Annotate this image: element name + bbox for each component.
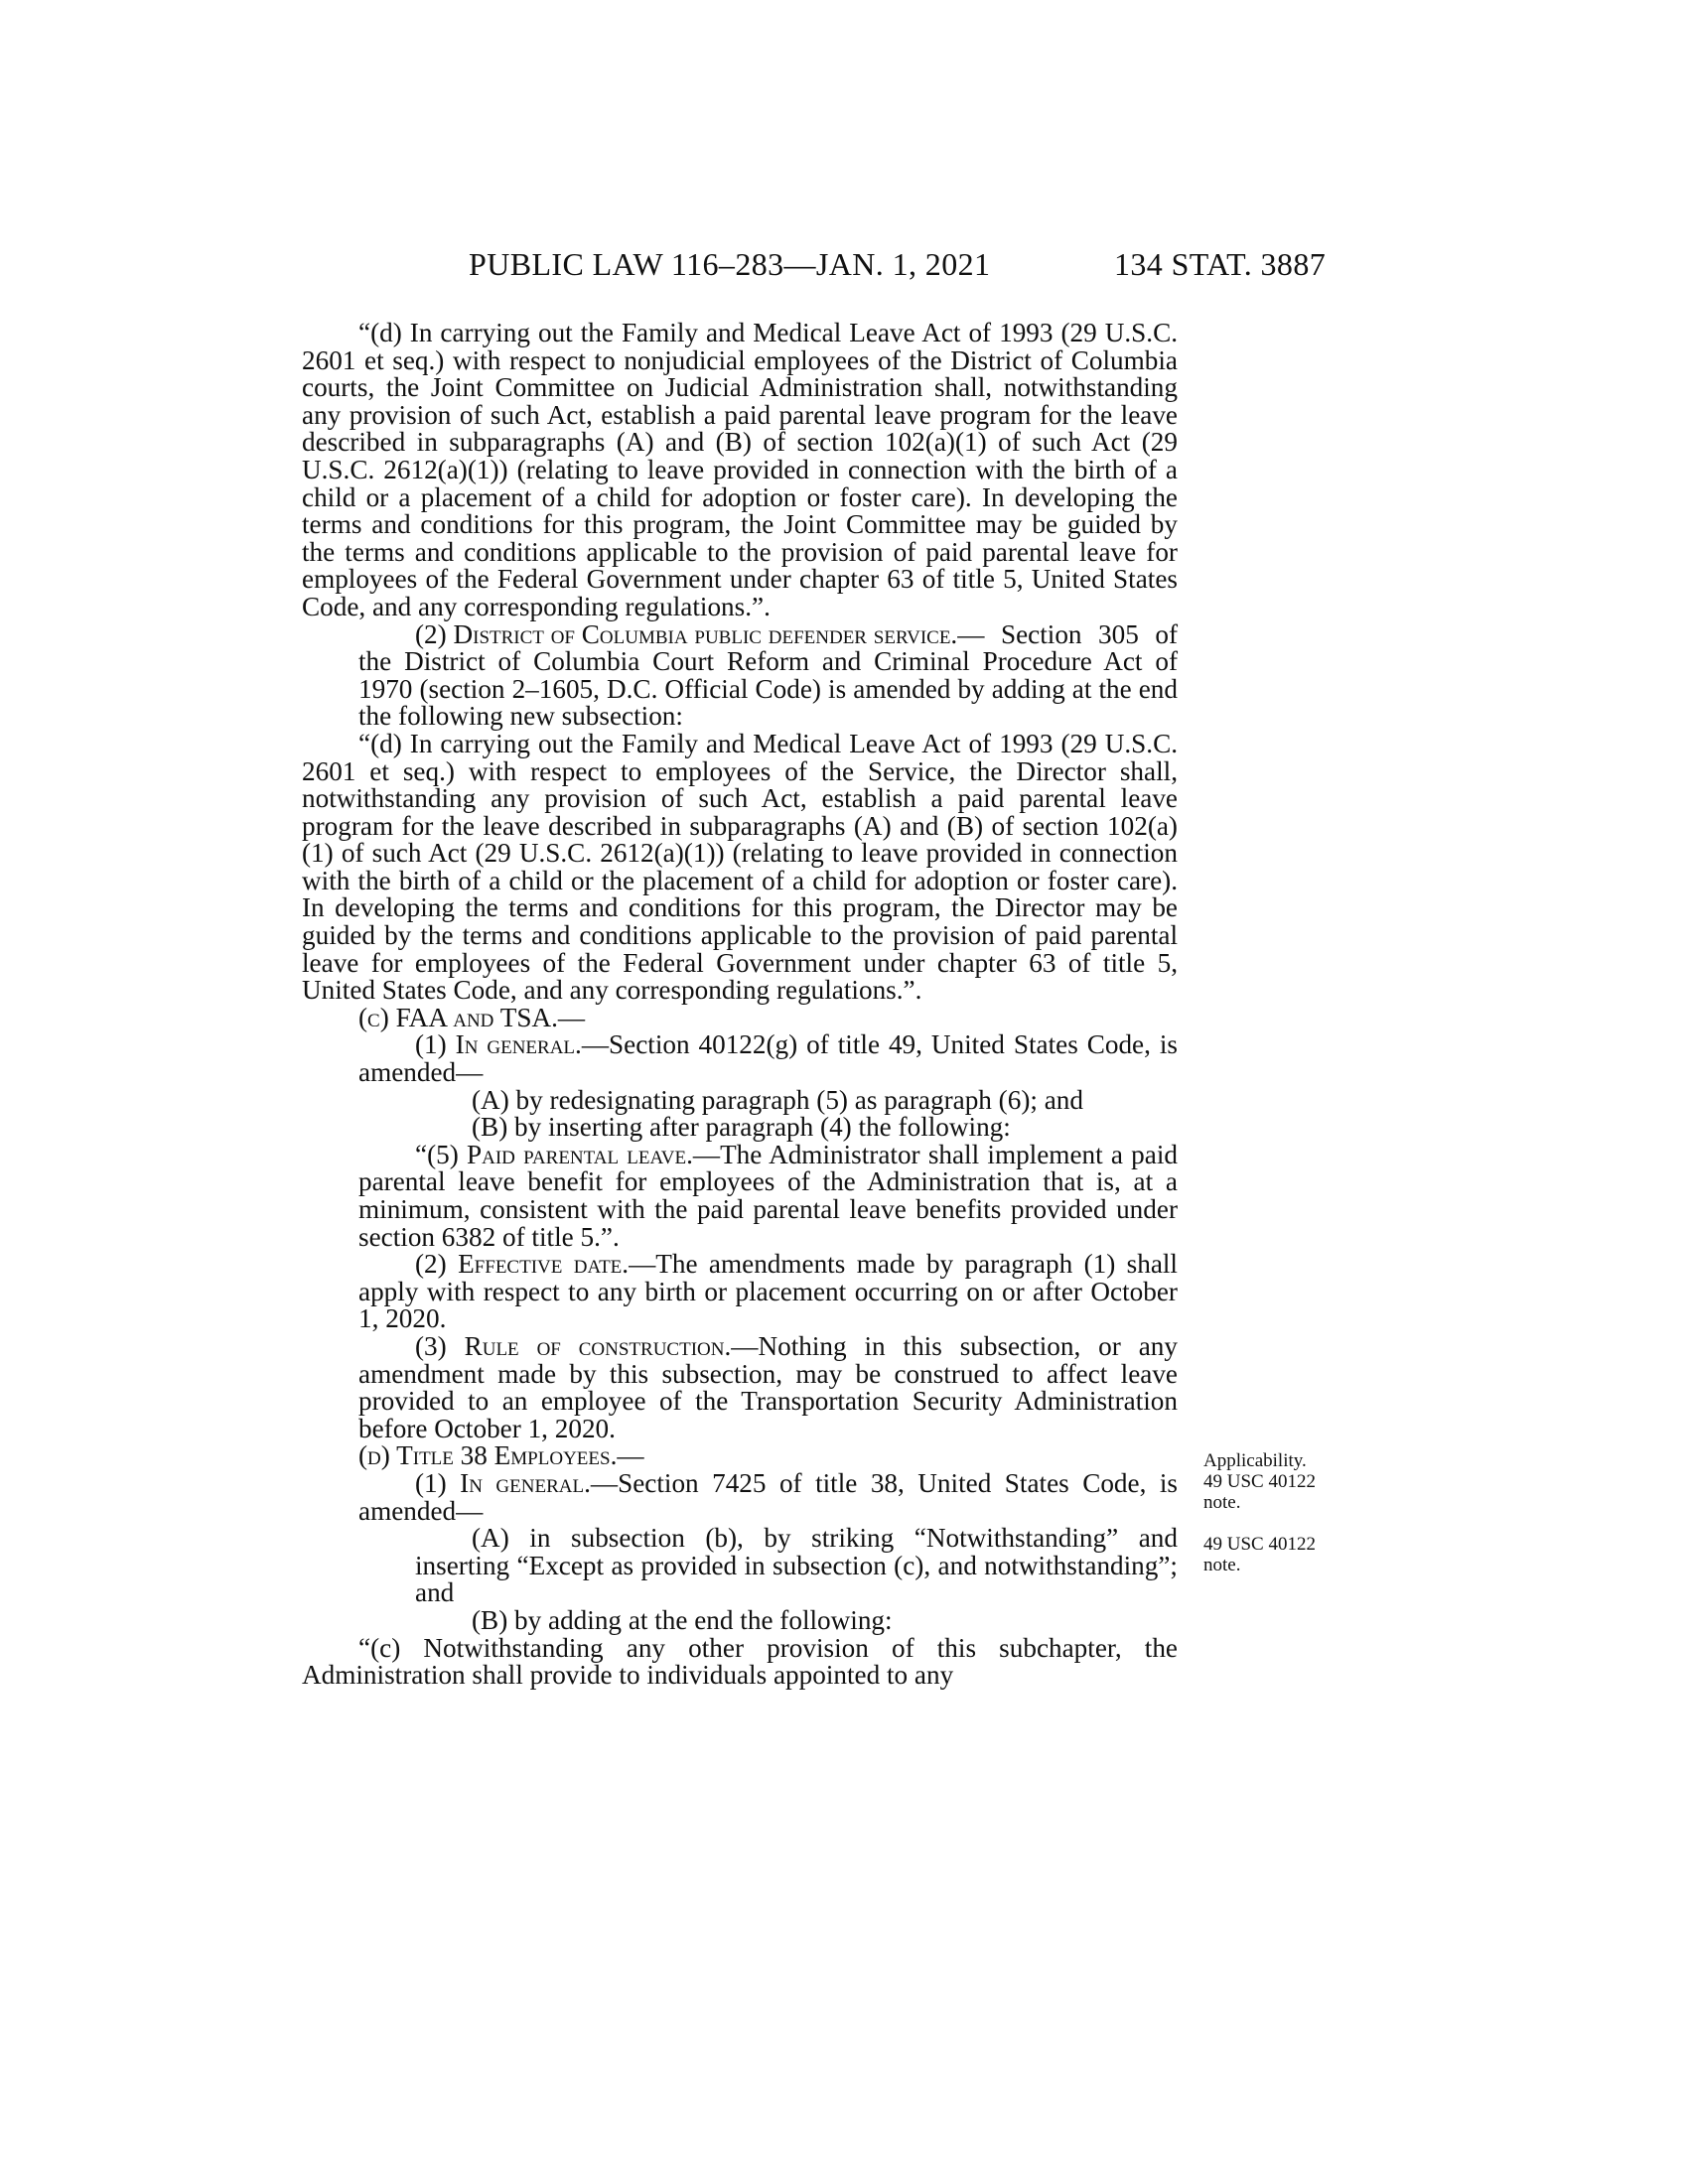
paragraph-c1 bbox=[302, 1031, 1178, 1086]
subparagraph-c1A: (A) by redesignating paragraph (5) as paragraph (6); and bbox=[472, 1084, 1083, 1115]
margin-note-applicability: Applicability. 49 USC 40122 note. bbox=[1203, 1450, 1316, 1513]
paragraph-text: —The Administrator shall implement a paid parental leave benefit for employees of the Administration that is, at a minimum, consistent with the paid parental leave benefits provided under section 6382 of title 5.”. bbox=[358, 1139, 1178, 1252]
quoted-subsection-d-service: “(d) In carrying out the Family and Medical Leave Act of 1993 (29 U.S.C. 2601 et seq.) with respect to employees of the Service, the Director shall, notwithstanding any provision of such Act, establish a paid parental leave program for the leave described in subparagraphs (A) and (B) of section 102(a)(1) of such Act (29 U.S.C. 2612(a)(1)) (relating to leave provided in connection with the birth of a child or the placement of a child for adoption or foster care). In developing the terms and conditions for this program, the Director may be guided by the terms and conditions applicable to the provision of paid parental leave for employees of the Federal Government under chapter 63 of title 5, United States Code, and any corresponding regulations.”. bbox=[302, 728, 1178, 1006]
paragraph-text: —The amendments made by paragraph (1) shall apply with respect to any birth or placement occurring on or after October 1, 2020. bbox=[358, 1249, 1178, 1334]
paragraph-text: Section 305 of the District of Columbia Court Reform and Criminal Procedure Act of 1970 (section 2–1605, D.C. Official Code) is amended by adding at the end the following new subsection: bbox=[358, 618, 1179, 732]
quoted-subsection-c-title38: “(c) Notwithstanding any other provision of this subchapter, the Administration shall provide to individuals appointed to any bbox=[302, 1632, 1178, 1691]
margin-note-usc-reference: 49 USC 40122 note. bbox=[1203, 1534, 1316, 1575]
running-header bbox=[0, 246, 1688, 286]
law-text bbox=[302, 320, 1178, 1690]
paragraph-text: —Section 40122(g) of title 49, United States Code, is amended— bbox=[358, 1029, 1178, 1088]
subsection-d-heading: (d) Title 38 Employees.— bbox=[358, 1440, 644, 1471]
statute-page-number: 134 STAT. 3887 bbox=[1114, 246, 1327, 282]
paragraph-heading: (1) In general. bbox=[415, 1467, 591, 1498]
paragraph-text: —Nothing in this subsection, or any amendment made by this subsection, may be construed to affect leave provided to an employee of the Transportation Security Administration before October 1, 2020. bbox=[358, 1330, 1178, 1443]
paragraph-d1 bbox=[302, 1467, 1178, 1526]
paragraph-text: —Section 7425 of title 38, United States Code, is amended— bbox=[358, 1467, 1178, 1526]
paragraph-heading: (1) In general. bbox=[415, 1029, 582, 1060]
paragraph-heading: (2) District of Columbia public defender service.— bbox=[415, 618, 985, 649]
paragraph-c3 bbox=[302, 1330, 1178, 1443]
subparagraph-d1A: (A) in subsection (b), by striking “Notwithstanding” and inserting “Except as provided in subsection (c), and notwithstanding”; and bbox=[415, 1523, 1178, 1608]
subsection-c-heading: (c) FAA and TSA.— bbox=[358, 1002, 586, 1032]
subparagraph-d1B: (B) by adding at the end the following: bbox=[472, 1604, 893, 1635]
subparagraph-c1B: (B) by inserting after paragraph (4) the following: bbox=[472, 1112, 1011, 1143]
paragraph-heading: “(5) Paid parental leave. bbox=[415, 1139, 693, 1169]
paragraph-c2 bbox=[302, 1251, 1178, 1333]
quoted-subsection-d-courts: “(d) In carrying out the Family and Medical Leave Act of 1993 (29 U.S.C. 2601 et seq.) with respect to nonjudicial employees of the District of Columbia courts, the Joint Committee on Judicial Administration shall, notwithstanding any provision of such Act, establish a paid parental leave program for the leave described in subparagraphs (A) and (B) of section 102(a)(1) of such Act (29 U.S.C. 2612(a)(1)) (relating to leave provided in connection with the birth of a child or a placement of a child for adoption or foster care). In developing the terms and conditions for this program, the Joint Committee may be guided by the terms and conditions applicable to the provision of paid parental leave for employees of the Federal Government under chapter 63 of title 5, United States Code, and any corresponding regulations.”. bbox=[302, 318, 1178, 621]
running-head: PUBLIC LAW 116–283—JAN. 1, 2021 bbox=[469, 246, 991, 282]
paragraph-heading: (2) Effective date. bbox=[415, 1249, 630, 1280]
quoted-paragraph-5 bbox=[302, 1139, 1178, 1252]
paragraph-2-public-defender bbox=[302, 618, 1179, 732]
paragraph-heading: (3) Rule of construction. bbox=[415, 1330, 732, 1361]
